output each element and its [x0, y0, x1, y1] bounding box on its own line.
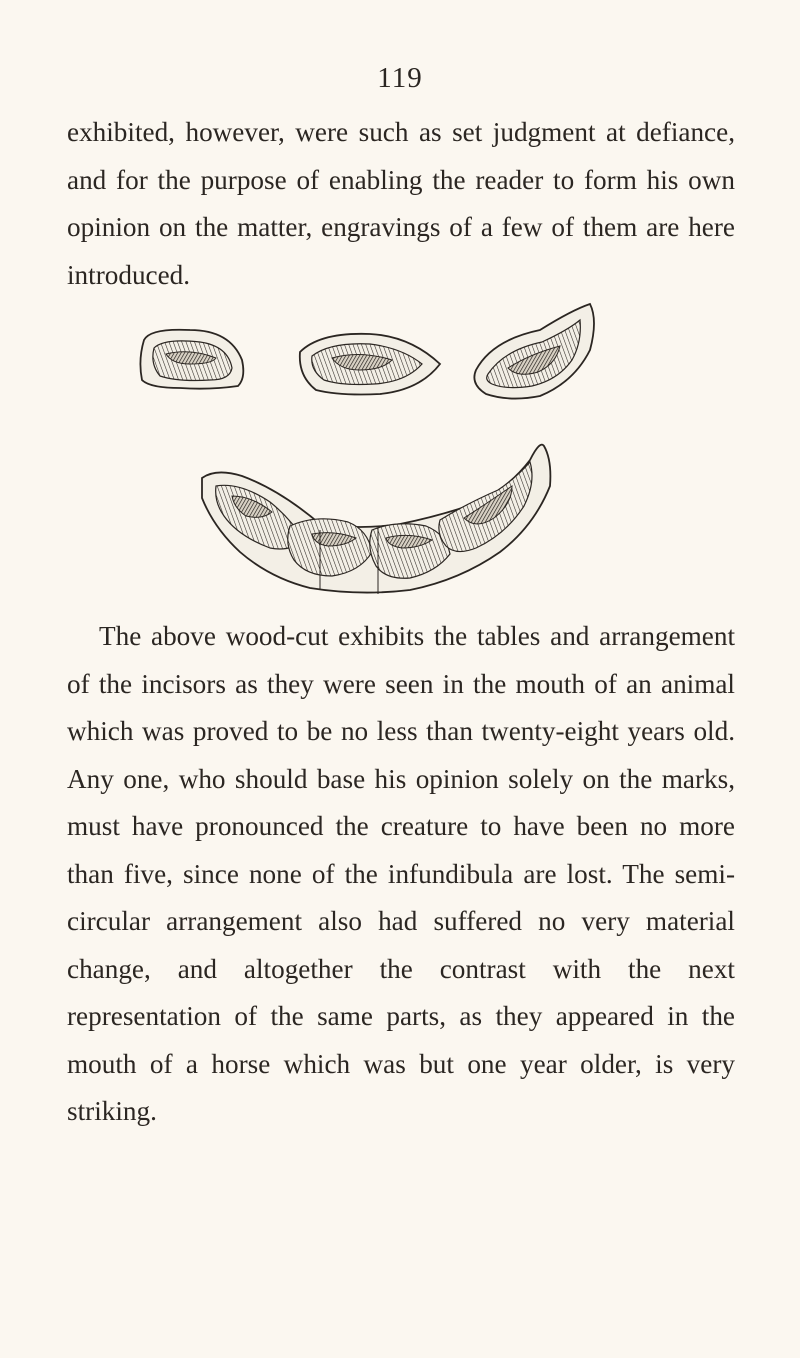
paragraph-description: The above wood-cut exhibits the tables and arrangement of the incisors as they were seen in the mouth of an animal which was proved to be no less than twenty-eight years old. Any one, who should base his opinion solely on the marks, must have pronounced the creature to have been no more than five, since none of the infundibula are lost. The semi-circular arrangement also had suffered no very material change, and altogether the contrast with the next representation of the same parts, as they appeared in the mouth of a horse which was but one year older, is very striking. — [67, 621, 735, 1126]
upper-tooth-left — [140, 330, 243, 389]
upper-tooth-right — [474, 304, 594, 399]
wood-cut-figure — [120, 290, 620, 610]
paragraph-intro: exhibited, however, were such as set judgment at defiance, and for the purpose of enabling the reader to form his own opinion on the matter, engravings of a few of them are here introduced. — [67, 117, 735, 290]
lower-incisor-arch — [202, 445, 550, 594]
page-number: 119 — [377, 62, 423, 94]
incisor-engraving — [120, 290, 620, 610]
upper-tooth-middle — [300, 334, 440, 395]
